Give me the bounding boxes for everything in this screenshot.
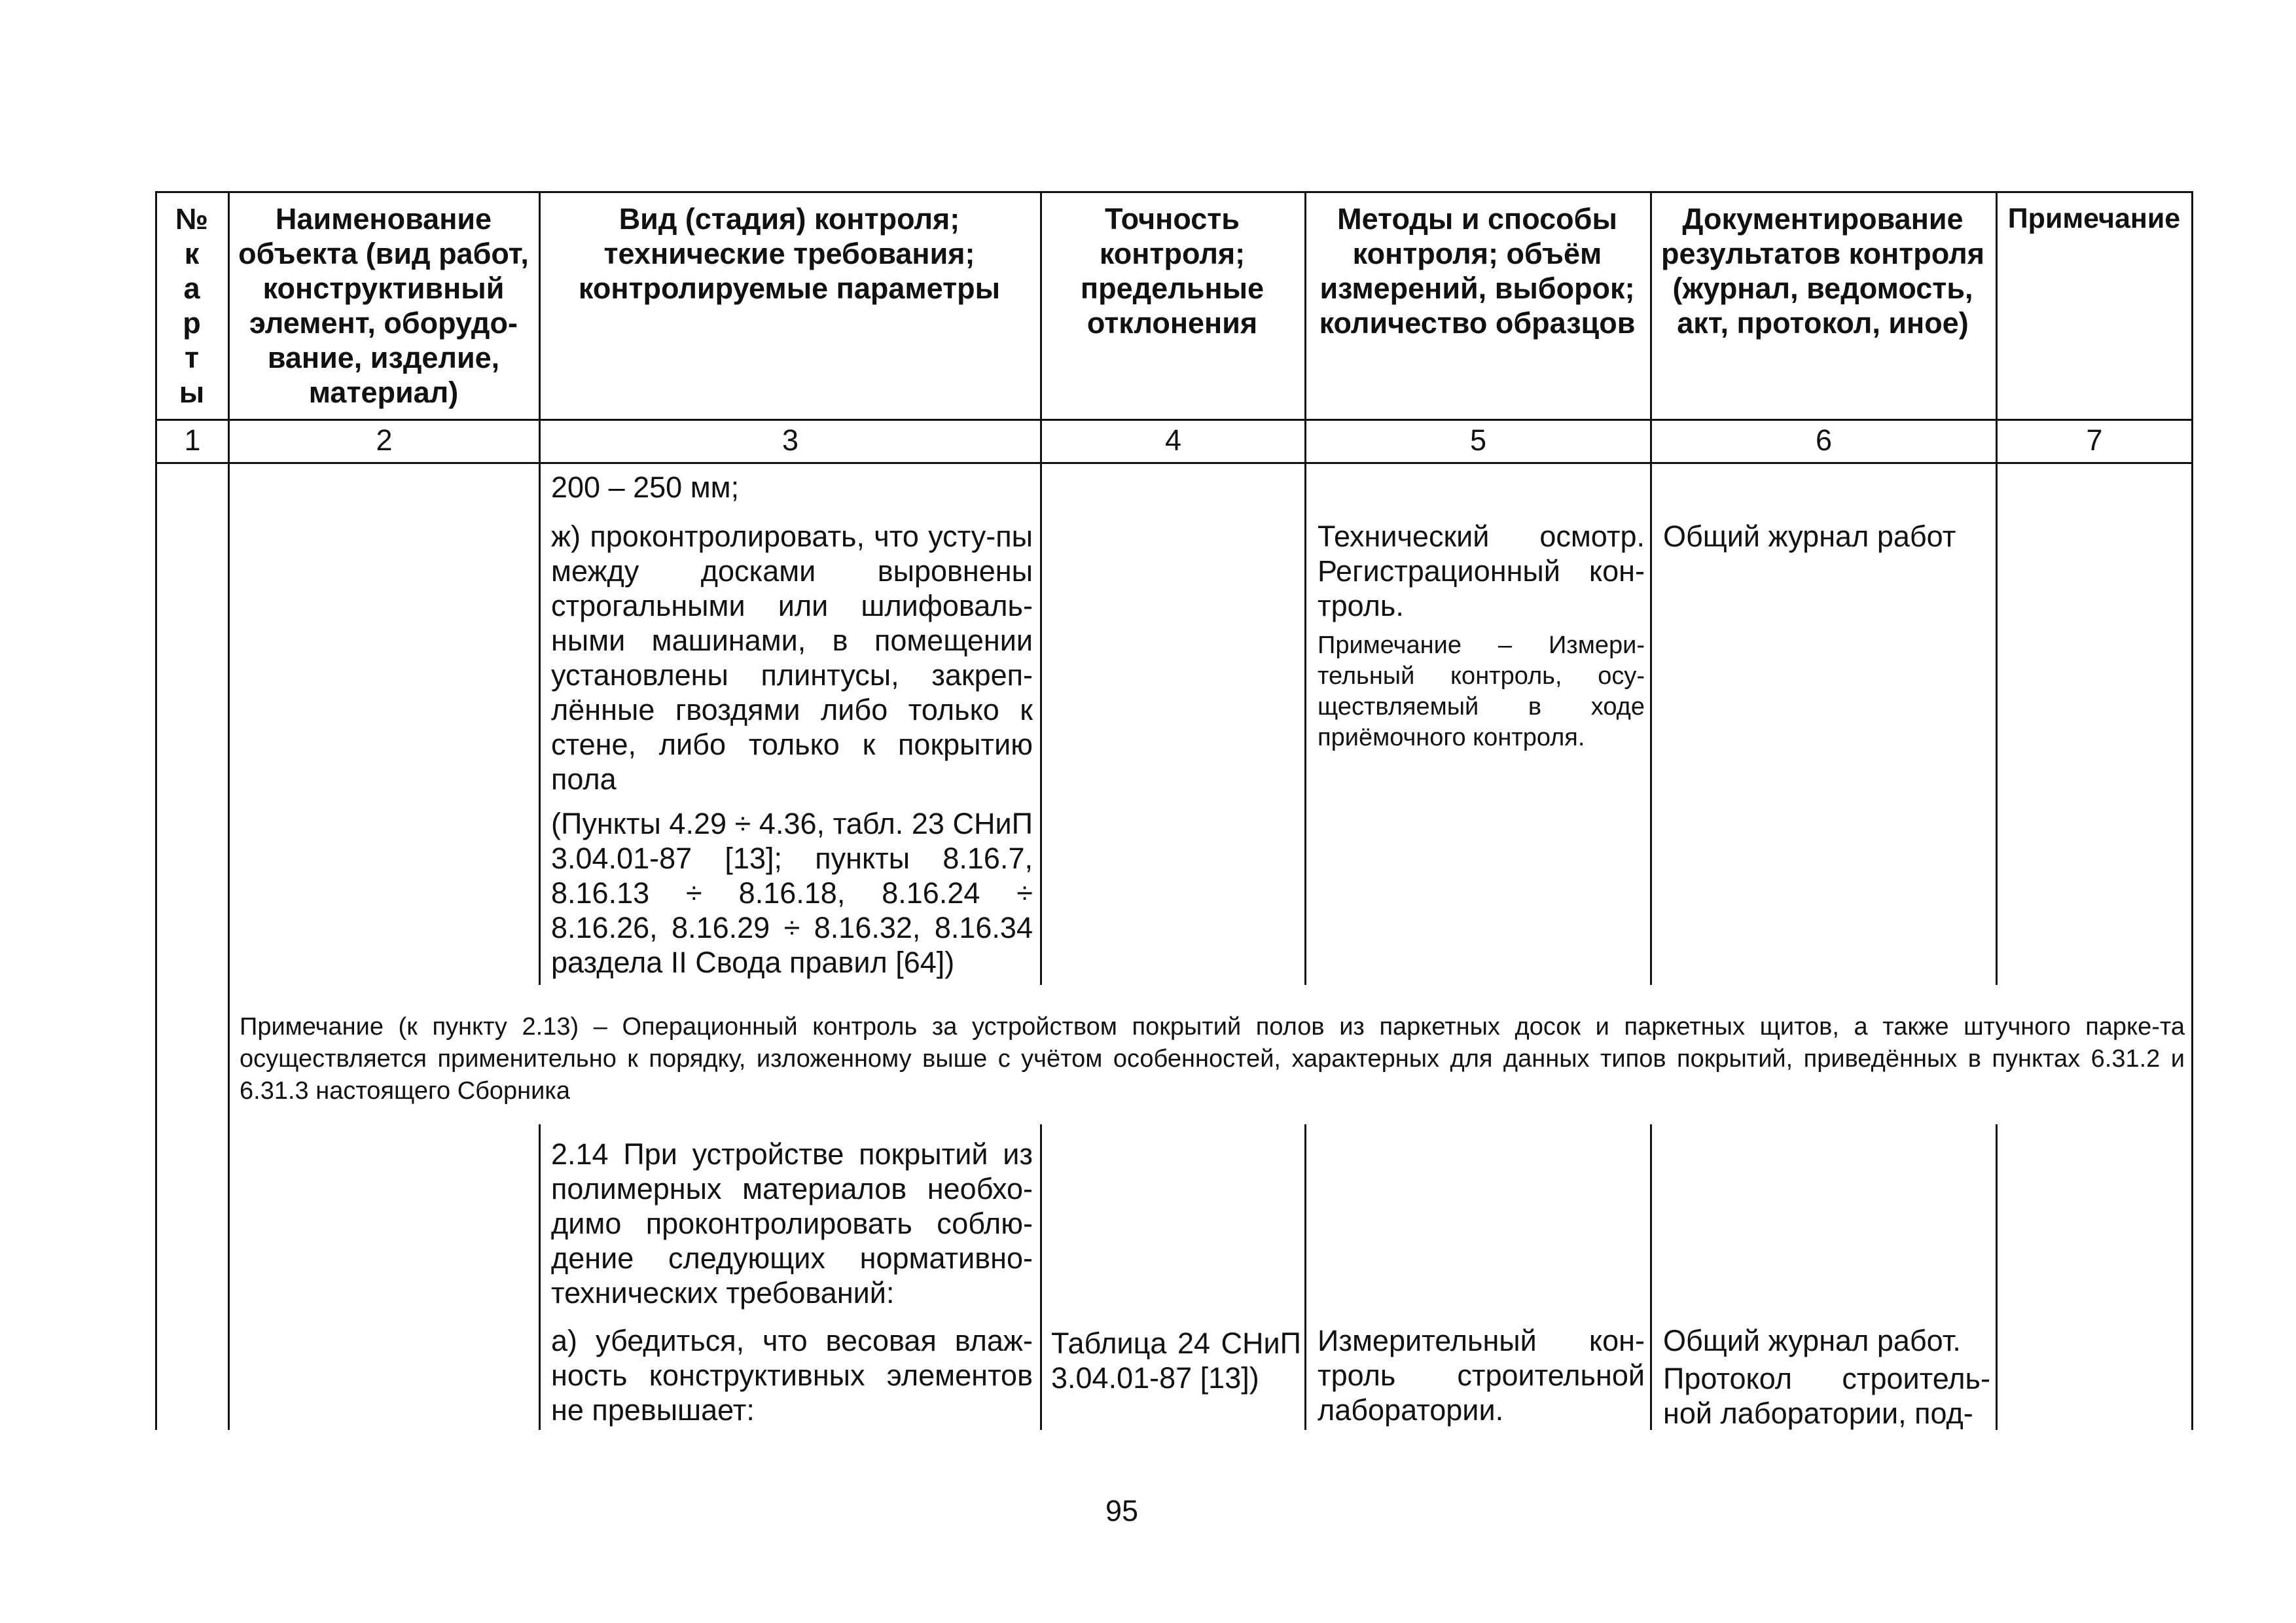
col-line-4-b (1304, 1124, 1306, 1430)
table-border-top (155, 191, 2193, 193)
row1-col3-continuation: 200 – 250 мм; (551, 471, 740, 504)
row1-col3-item-zh: ж) проконтролировать, что усту-пы между досками выровнены строгальными или шлифоваль-ными машинами, в помещении установлены плинтусы, закреп-лённые гвоздями либо только к стене, либо только к покрытию пола (551, 520, 1033, 796)
col-line-right (2191, 191, 2193, 985)
header-methods: Методы и способы контроля; объём измерений, выборок; количество образцов (1319, 202, 1636, 340)
header-note: Примечание (2007, 203, 2181, 234)
table-colnum-divider (155, 462, 2193, 464)
row2-col3-item-a: а) убедиться, что весовая влаж-ность конструктивных элементов не превышает: (551, 1324, 1033, 1427)
col-line-4 (1304, 191, 1306, 985)
col-line-1-b (228, 1124, 230, 1430)
row2-col3-intro: 2.14 При устройстве покрытий из полимерных материалов необхо-димо проконтролировать соблю-дение следующих нормативно-технических требований: (551, 1137, 1033, 1310)
colnum-5: 5 (1469, 423, 1487, 457)
col-line-3-b (1040, 1124, 1042, 1430)
row2-col4-accuracy: Таблица 24 СНиП 3.04.01-87 [13]) (1051, 1327, 1301, 1395)
col-line-right-b (2191, 1124, 2193, 1430)
note-line-right (2191, 985, 2193, 1124)
colnum-1: 1 (184, 423, 201, 457)
row1-col5-note: Примечание – Измери-тельный контроль, осу-ществляемый в ходе приёмочного контроля. (1318, 632, 1645, 751)
colnum-6: 6 (1815, 423, 1833, 457)
col-line-3 (1040, 191, 1042, 985)
header-control-type: Вид (стадия) контроля; технические требования; контролируемые параметры (578, 202, 1001, 305)
col-line-5 (1650, 191, 1652, 985)
header-card-number: № к а р т ы (175, 202, 209, 409)
header-accuracy: Точность контроля; предельные отклонения (1080, 202, 1265, 340)
col-line-6-b (1996, 1124, 1998, 1430)
colnum-7: 7 (2086, 423, 2103, 457)
row2-col5-method: Измерительный кон-троль строительной лаборатории. (1318, 1324, 1645, 1427)
col-line-6 (1996, 191, 1998, 985)
note-2-13: Примечание (к пункту 2.13) – Операционный контроль за устройством покрытий полов из паркетных досок и паркетных щитов, а также штучного парке-та осуществляется применительно к порядку, изложенному выше с учётом особенностей, характерных для данных типов покрытий, приведённых в пунктах 6.31.2 и 6.31.3 настоящего Сборника (240, 1013, 2185, 1105)
col-line-left-b (155, 1124, 157, 1430)
row2-col6-doc-1: Общий журнал работ. (1663, 1324, 1961, 1357)
col-line-left (155, 191, 157, 985)
header-documentation: Документирование результатов контроля (журнал, ведомость, акт, протокол, иное) (1661, 202, 1984, 340)
row1-col6-documentation: Общий журнал работ (1663, 520, 1956, 553)
col-line-1 (228, 191, 230, 985)
colnum-4: 4 (1164, 423, 1182, 457)
row1-col3-reference: (Пункты 4.29 ÷ 4.36, табл. 23 СНиП 3.04.01-87 [13]; пункты 8.16.7, 8.16.13 ÷ 8.16.18, 8.16.24 ÷ 8.16.26, 8.16.29 ÷ 8.16.32, 8.16.34 раздела II Свода правил [64]) (551, 807, 1033, 979)
note-line-left (155, 985, 157, 1124)
page-number: 95 (1105, 1494, 1139, 1527)
colnum-2: 2 (376, 423, 393, 457)
col-line-2-b (539, 1124, 541, 1430)
row2-col6-doc-2: Протокол строитель-ной лаборатории, под- (1663, 1362, 1990, 1430)
col-line-5-b (1650, 1124, 1652, 1430)
row1-col5-method: Технический осмотр. Регистрационный кон-троль. (1318, 520, 1645, 622)
colnum-3: 3 (781, 423, 799, 457)
note-line-1 (228, 985, 230, 1124)
col-line-2 (539, 191, 541, 985)
header-object-name: Наименование объекта (вид работ, конструктивный элемент, оборудо-вание, изделие, материал) (238, 202, 529, 409)
